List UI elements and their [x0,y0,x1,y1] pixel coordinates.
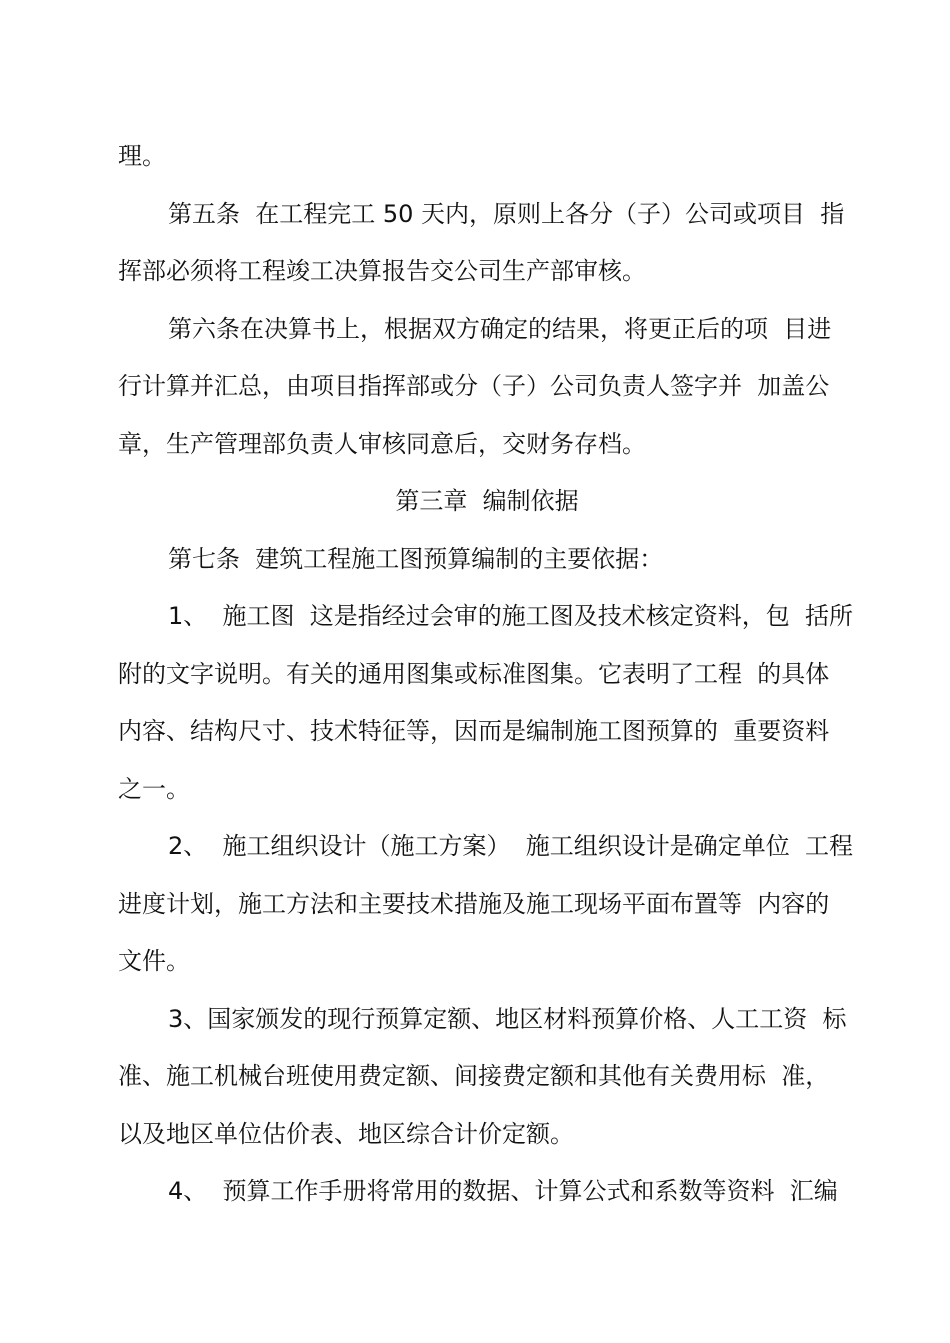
item-2-line-2: 进度计划，施工方法和主要技术措施及施工现场平面布置等 内容的 [118,889,830,918]
item-2-line-1: 2、 施工组织设计（施工方案） 施工组织设计是确定单位 工程 [168,832,854,860]
article-6-line-2: 行计算并汇总，由项目指挥部或分（子）公司负责人签字并 加盖公 [118,372,830,400]
item-3-line-1: 3、国家颁发的现行预算定额、地区材料预算价格、人工工资 标 [168,1004,847,1033]
article-6-line-3: 章，生产管理部负责人审核同意后，交财务存档。 [118,429,646,458]
item-2-line-3: 文件。 [118,947,190,975]
document-body [118,128,856,1221]
article-5-line-2: 挥部必须将工程竣工决算报告交公司生产部审核。 [118,257,646,285]
item-3-line-2: 准、施工机械台班使用费定额、间接费定额和其他有关费用标 准， [118,1062,830,1090]
article-7-heading: 第七条 建筑工程施工图预算编制的主要依据： [168,544,664,573]
item-1-line-3: 内容、结构尺寸、技术特征等，因而是编制施工图预算的 重要资料 [118,717,830,745]
item-4-line-1: 4、 预算工作手册将常用的数据、计算公式和系数等资料 汇编 [168,1177,838,1205]
text-line: 理。 [118,142,166,170]
item-1-line-1: 1、 施工图 这是指经过会审的施工图及技术核定资料，包 括所 [168,602,854,630]
item-1-line-4: 之一。 [118,774,190,803]
chapter-heading: 第三章 编制依据 [395,487,579,515]
item-1-line-2: 附的文字说明。有关的通用图集或标准图集。它表明了工程 的具体 [118,659,830,688]
article-6-line-1: 第六条在决算书上，根据双方确定的结果，将更正后的项 目进 [168,314,832,343]
article-5-line-1: 第五条 在工程完工 50 天内，原则上各分（子）公司或项目 指 [168,199,845,228]
item-3-line-3: 以及地区单位估价表、地区综合计价定额。 [118,1119,574,1148]
